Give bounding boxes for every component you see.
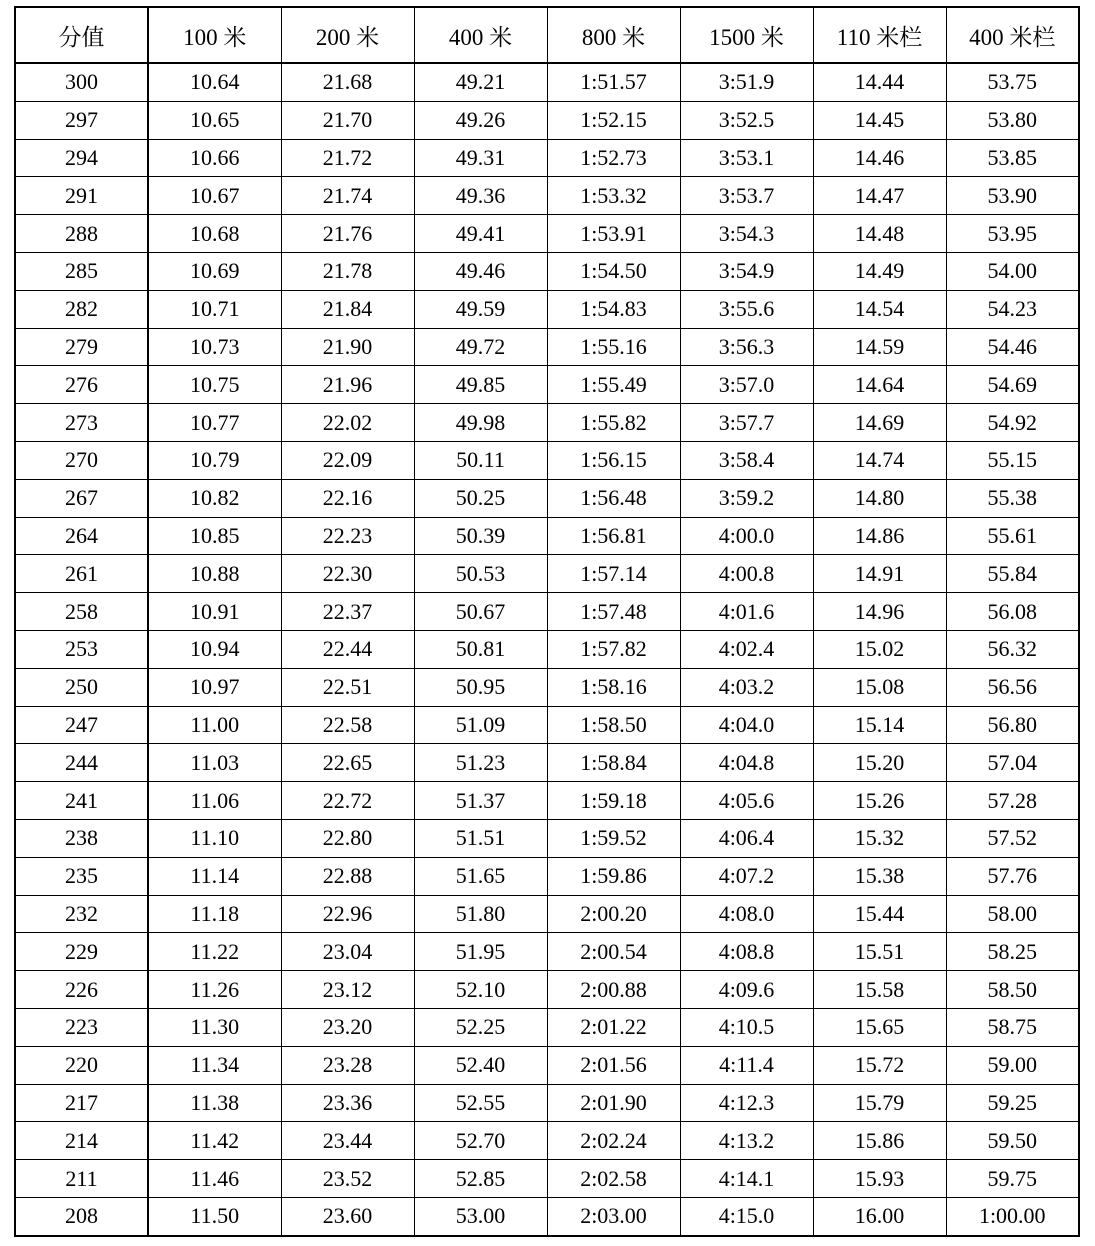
time-cell: 14.91 [813,555,946,593]
time-cell: 58.00 [946,895,1079,933]
time-cell: 50.53 [414,555,547,593]
time-cell: 15.08 [813,668,946,706]
time-cell: 15.51 [813,933,946,971]
time-cell: 2:02.58 [547,1160,680,1198]
time-cell: 52.10 [414,971,547,1009]
time-cell: 3:53.7 [680,177,813,215]
time-cell: 49.98 [414,404,547,442]
time-cell: 2:00.54 [547,933,680,971]
time-cell: 15.65 [813,1008,946,1046]
time-cell: 1:55.82 [547,404,680,442]
column-header: 100 米 [148,7,281,63]
time-cell: 11.50 [148,1197,281,1235]
time-cell: 14.80 [813,479,946,517]
time-cell: 55.38 [946,479,1079,517]
time-cell: 21.68 [281,63,414,101]
time-cell: 22.96 [281,895,414,933]
time-cell: 14.49 [813,252,946,290]
time-cell: 15.20 [813,744,946,782]
table-row [15,1046,1079,1084]
table-row [15,101,1079,139]
score-cell: 217 [15,1084,148,1122]
time-cell: 1:52.73 [547,139,680,177]
time-cell: 14.48 [813,215,946,253]
time-cell: 55.61 [946,517,1079,555]
time-cell: 1:58.16 [547,668,680,706]
score-cell: 270 [15,441,148,479]
time-cell: 14.47 [813,177,946,215]
time-cell: 2:02.24 [547,1122,680,1160]
time-cell: 3:53.1 [680,139,813,177]
time-cell: 22.80 [281,819,414,857]
time-cell: 53.75 [946,63,1079,101]
time-cell: 2:01.90 [547,1084,680,1122]
score-cell: 226 [15,971,148,1009]
time-cell: 15.58 [813,971,946,1009]
score-cell: 238 [15,819,148,857]
column-header: 200 米 [281,7,414,63]
time-cell: 51.37 [414,782,547,820]
time-cell: 50.95 [414,668,547,706]
time-cell: 14.96 [813,593,946,631]
time-cell: 21.72 [281,139,414,177]
time-cell: 53.80 [946,101,1079,139]
time-cell: 1:52.15 [547,101,680,139]
time-cell: 59.25 [946,1084,1079,1122]
time-cell: 55.15 [946,441,1079,479]
time-cell: 22.72 [281,782,414,820]
time-cell: 22.16 [281,479,414,517]
table-row [15,328,1079,366]
time-cell: 10.69 [148,252,281,290]
table-row [15,782,1079,820]
time-cell: 14.74 [813,441,946,479]
time-cell: 15.86 [813,1122,946,1160]
time-cell: 22.02 [281,404,414,442]
table-row [15,1160,1079,1198]
time-cell: 1:57.48 [547,593,680,631]
time-cell: 11.26 [148,971,281,1009]
time-cell: 54.69 [946,366,1079,404]
score-cell: 282 [15,290,148,328]
time-cell: 15.79 [813,1084,946,1122]
score-cell: 220 [15,1046,148,1084]
score-cell: 297 [15,101,148,139]
time-cell: 23.04 [281,933,414,971]
time-cell: 15.38 [813,857,946,895]
time-cell: 4:13.2 [680,1122,813,1160]
time-cell: 1:53.32 [547,177,680,215]
time-cell: 1:55.49 [547,366,680,404]
time-cell: 53.90 [946,177,1079,215]
score-cell: 211 [15,1160,148,1198]
time-cell: 21.90 [281,328,414,366]
time-cell: 1:54.83 [547,290,680,328]
time-cell: 4:08.8 [680,933,813,971]
score-cell: 247 [15,706,148,744]
time-cell: 10.66 [148,139,281,177]
time-cell: 21.96 [281,366,414,404]
table-row [15,517,1079,555]
score-cell: 229 [15,933,148,971]
time-cell: 4:01.6 [680,593,813,631]
table-row [15,290,1079,328]
time-cell: 53.00 [414,1197,547,1235]
time-cell: 49.59 [414,290,547,328]
time-cell: 22.51 [281,668,414,706]
time-cell: 54.46 [946,328,1079,366]
time-cell: 14.86 [813,517,946,555]
time-cell: 1:56.15 [547,441,680,479]
time-cell: 21.76 [281,215,414,253]
score-cell: 300 [15,63,148,101]
time-cell: 23.12 [281,971,414,1009]
time-cell: 22.37 [281,593,414,631]
table-row [15,366,1079,404]
time-cell: 21.74 [281,177,414,215]
time-cell: 57.28 [946,782,1079,820]
time-cell: 50.11 [414,441,547,479]
table-row [15,479,1079,517]
score-cell: 273 [15,404,148,442]
table-row [15,630,1079,668]
time-cell: 22.44 [281,630,414,668]
column-header: 分值 [15,7,148,63]
table-row [15,1008,1079,1046]
time-cell: 10.94 [148,630,281,668]
table-row [15,706,1079,744]
time-cell: 49.36 [414,177,547,215]
time-cell: 56.08 [946,593,1079,631]
time-cell: 55.84 [946,555,1079,593]
time-cell: 14.64 [813,366,946,404]
time-cell: 15.44 [813,895,946,933]
time-cell: 14.54 [813,290,946,328]
time-cell: 2:01.56 [547,1046,680,1084]
time-cell: 10.82 [148,479,281,517]
time-cell: 51.65 [414,857,547,895]
score-cell: 232 [15,895,148,933]
time-cell: 4:05.6 [680,782,813,820]
time-cell: 15.26 [813,782,946,820]
time-cell: 52.70 [414,1122,547,1160]
time-cell: 4:15.0 [680,1197,813,1235]
time-cell: 3:56.3 [680,328,813,366]
table-row [15,252,1079,290]
time-cell: 3:54.9 [680,252,813,290]
time-cell: 11.00 [148,706,281,744]
table-row [15,895,1079,933]
time-cell: 21.70 [281,101,414,139]
time-cell: 11.22 [148,933,281,971]
time-cell: 1:59.86 [547,857,680,895]
score-cell: 288 [15,215,148,253]
time-cell: 10.68 [148,215,281,253]
time-cell: 57.04 [946,744,1079,782]
time-cell: 4:03.2 [680,668,813,706]
time-cell: 10.71 [148,290,281,328]
time-cell: 59.50 [946,1122,1079,1160]
table-body [15,63,1079,1236]
time-cell: 1:59.52 [547,819,680,857]
time-cell: 57.76 [946,857,1079,895]
time-cell: 59.00 [946,1046,1079,1084]
score-cell: 223 [15,1008,148,1046]
time-cell: 10.88 [148,555,281,593]
time-cell: 15.02 [813,630,946,668]
table-row [15,933,1079,971]
time-cell: 52.25 [414,1008,547,1046]
time-cell: 22.88 [281,857,414,895]
time-cell: 11.34 [148,1046,281,1084]
time-cell: 11.42 [148,1122,281,1160]
column-header: 110 米栏 [813,7,946,63]
time-cell: 1:54.50 [547,252,680,290]
time-cell: 49.26 [414,101,547,139]
score-cell: 244 [15,744,148,782]
time-cell: 56.32 [946,630,1079,668]
header-row [15,7,1079,63]
score-cell: 276 [15,366,148,404]
table-row [15,1084,1079,1122]
time-cell: 3:52.5 [680,101,813,139]
time-cell: 51.23 [414,744,547,782]
time-cell: 49.21 [414,63,547,101]
time-cell: 4:02.4 [680,630,813,668]
time-cell: 3:54.3 [680,215,813,253]
time-cell: 3:51.9 [680,63,813,101]
time-cell: 56.56 [946,668,1079,706]
table-row [15,668,1079,706]
time-cell: 4:04.0 [680,706,813,744]
table-row [15,744,1079,782]
score-cell: 253 [15,630,148,668]
time-cell: 57.52 [946,819,1079,857]
time-cell: 49.72 [414,328,547,366]
time-cell: 10.65 [148,101,281,139]
time-cell: 23.28 [281,1046,414,1084]
time-cell: 2:00.20 [547,895,680,933]
score-cell: 258 [15,593,148,631]
time-cell: 1:56.48 [547,479,680,517]
time-cell: 52.85 [414,1160,547,1198]
time-cell: 4:00.8 [680,555,813,593]
time-cell: 54.00 [946,252,1079,290]
time-cell: 59.75 [946,1160,1079,1198]
time-cell: 4:08.0 [680,895,813,933]
time-cell: 10.97 [148,668,281,706]
table-row [15,555,1079,593]
score-cell: 235 [15,857,148,895]
time-cell: 22.58 [281,706,414,744]
time-cell: 11.38 [148,1084,281,1122]
table-row [15,404,1079,442]
score-table [14,6,1080,1237]
time-cell: 50.81 [414,630,547,668]
time-cell: 14.46 [813,139,946,177]
table-row [15,215,1079,253]
score-table-container [14,6,1080,1237]
time-cell: 14.59 [813,328,946,366]
time-cell: 14.69 [813,404,946,442]
time-cell: 1:58.50 [547,706,680,744]
time-cell: 4:10.5 [680,1008,813,1046]
table-row [15,1197,1079,1235]
table-row [15,441,1079,479]
time-cell: 11.03 [148,744,281,782]
score-cell: 285 [15,252,148,290]
time-cell: 51.80 [414,895,547,933]
column-header: 400 米 [414,7,547,63]
table-row [15,819,1079,857]
time-cell: 10.85 [148,517,281,555]
time-cell: 56.80 [946,706,1079,744]
time-cell: 3:59.2 [680,479,813,517]
time-cell: 10.73 [148,328,281,366]
time-cell: 22.09 [281,441,414,479]
time-cell: 58.50 [946,971,1079,1009]
time-cell: 15.32 [813,819,946,857]
time-cell: 2:03.00 [547,1197,680,1235]
time-cell: 3:57.7 [680,404,813,442]
time-cell: 52.55 [414,1084,547,1122]
score-cell: 250 [15,668,148,706]
time-cell: 15.14 [813,706,946,744]
time-cell: 15.93 [813,1160,946,1198]
time-cell: 16.00 [813,1197,946,1235]
table-row [15,971,1079,1009]
time-cell: 1:53.91 [547,215,680,253]
column-header: 400 米栏 [946,7,1079,63]
time-cell: 49.41 [414,215,547,253]
time-cell: 3:55.6 [680,290,813,328]
time-cell: 10.79 [148,441,281,479]
score-cell: 241 [15,782,148,820]
time-cell: 49.46 [414,252,547,290]
time-cell: 3:58.4 [680,441,813,479]
time-cell: 23.60 [281,1197,414,1235]
time-cell: 53.95 [946,215,1079,253]
time-cell: 1:58.84 [547,744,680,782]
table-row [15,139,1079,177]
time-cell: 10.67 [148,177,281,215]
time-cell: 50.39 [414,517,547,555]
column-header: 1500 米 [680,7,813,63]
time-cell: 51.09 [414,706,547,744]
time-cell: 22.65 [281,744,414,782]
time-cell: 4:12.3 [680,1084,813,1122]
column-header: 800 米 [547,7,680,63]
score-cell: 267 [15,479,148,517]
time-cell: 58.75 [946,1008,1079,1046]
time-cell: 2:00.88 [547,971,680,1009]
time-cell: 10.91 [148,593,281,631]
table-row [15,63,1079,101]
time-cell: 21.78 [281,252,414,290]
time-cell: 4:07.2 [680,857,813,895]
score-cell: 291 [15,177,148,215]
time-cell: 49.31 [414,139,547,177]
score-cell: 214 [15,1122,148,1160]
time-cell: 54.92 [946,404,1079,442]
time-cell: 11.18 [148,895,281,933]
time-cell: 11.10 [148,819,281,857]
time-cell: 1:55.16 [547,328,680,366]
time-cell: 23.52 [281,1160,414,1198]
time-cell: 4:14.1 [680,1160,813,1198]
time-cell: 52.40 [414,1046,547,1084]
time-cell: 1:59.18 [547,782,680,820]
time-cell: 11.06 [148,782,281,820]
time-cell: 51.51 [414,819,547,857]
time-cell: 1:57.14 [547,555,680,593]
time-cell: 23.20 [281,1008,414,1046]
score-cell: 208 [15,1197,148,1235]
time-cell: 4:00.0 [680,517,813,555]
score-cell: 261 [15,555,148,593]
time-cell: 22.30 [281,555,414,593]
time-cell: 1:51.57 [547,63,680,101]
time-cell: 50.25 [414,479,547,517]
time-cell: 4:04.8 [680,744,813,782]
time-cell: 53.85 [946,139,1079,177]
table-row [15,177,1079,215]
time-cell: 22.23 [281,517,414,555]
table-row [15,1122,1079,1160]
time-cell: 11.46 [148,1160,281,1198]
table-row [15,857,1079,895]
time-cell: 54.23 [946,290,1079,328]
time-cell: 10.64 [148,63,281,101]
time-cell: 11.30 [148,1008,281,1046]
time-cell: 1:00.00 [946,1197,1079,1235]
time-cell: 23.36 [281,1084,414,1122]
table-row [15,593,1079,631]
score-cell: 264 [15,517,148,555]
time-cell: 50.67 [414,593,547,631]
time-cell: 11.14 [148,857,281,895]
time-cell: 4:11.4 [680,1046,813,1084]
time-cell: 23.44 [281,1122,414,1160]
score-cell: 279 [15,328,148,366]
score-cell: 294 [15,139,148,177]
time-cell: 4:06.4 [680,819,813,857]
table-header [15,7,1079,63]
time-cell: 14.45 [813,101,946,139]
time-cell: 10.77 [148,404,281,442]
time-cell: 14.44 [813,63,946,101]
time-cell: 58.25 [946,933,1079,971]
time-cell: 2:01.22 [547,1008,680,1046]
time-cell: 21.84 [281,290,414,328]
time-cell: 49.85 [414,366,547,404]
time-cell: 1:57.82 [547,630,680,668]
time-cell: 10.75 [148,366,281,404]
time-cell: 1:56.81 [547,517,680,555]
time-cell: 3:57.0 [680,366,813,404]
time-cell: 4:09.6 [680,971,813,1009]
time-cell: 51.95 [414,933,547,971]
time-cell: 15.72 [813,1046,946,1084]
